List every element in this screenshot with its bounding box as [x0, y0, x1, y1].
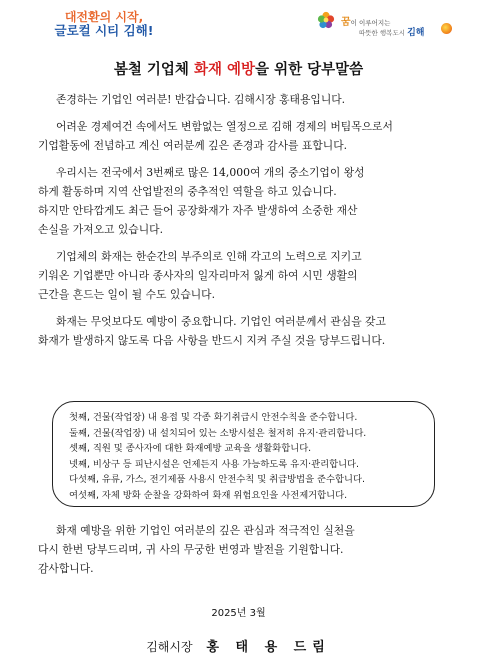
letter-date: 2025년 3월 [211, 608, 266, 619]
city-slogan-line-2: 따뜻한 행복도시 김해 [359, 28, 425, 38]
signature-name: 홍 태 용 드림 [206, 640, 331, 655]
page-title: 봄철 기업체 화재 예방을 위한 당부말씀 [113, 62, 364, 78]
slogan-logo [34, 10, 174, 38]
safety-checklist [53, 402, 434, 504]
signature-role: 김해시장 [146, 640, 193, 654]
title-highlight: 화재 예방 [193, 62, 256, 78]
slogan-line-2: 글로컬 시티 김해! [54, 23, 154, 38]
list-item: 여섯째, 자체 방화 순찰을 강화하여 화재 위험요인을 사전제거합니다. [69, 489, 348, 501]
flower-icon [317, 11, 335, 29]
list-item: 첫째, 건물(작업장) 내 용접 및 각종 화기취급시 안전수칙을 준수합니다. [69, 412, 358, 423]
body-paragraphs [38, 90, 458, 358]
list-item: 셋째, 직원 및 종사자에 대한 화재예방 교육을 생활화합니다. [69, 443, 312, 455]
safety-checklist-box [52, 401, 435, 507]
list-item: 넷째, 비상구 등 피난시설은 언제든지 사용 가능하도록 유지·관리합니다. [69, 458, 359, 470]
paragraph: 기업체의 화재는 한순간의 부주의로 인해 각고의 노력으로 지키고 키워온 기업뿐만 아니라 종사자의 일자리마저 잃게 하여 시민 생활의 근간을 흔드는 일이 될 수도 있습니다. [38, 250, 362, 301]
city-logo [303, 9, 463, 39]
paragraph: 우리시는 전국에서 3번째로 많은 14,000여 개의 중소기업이 왕성 하게 활동하며 지역 산업발전의 중추적인 역할을 하고 있습니다. 하지만 안타깝게도 최근 들어 공장화재가 자주 발생하여 소중한 재산 손실을 가져오고 있습니다. [38, 166, 365, 236]
slogan-line-1: 대전환의 시작, [64, 10, 144, 24]
paragraph: 어려운 경제여건 속에서도 변함없는 열정으로 김해 경제의 버팀목으로서 기업활동에 전념하고 계신 여러분께 깊은 존경과 감사를 표합니다. [38, 120, 393, 152]
signature [0, 636, 477, 655]
closing-paragraph: 화재 예방을 위한 기업인 여러분의 깊은 관심과 적극적인 실천을 다시 한번 당부드리며, 귀 사의 무궁한 번영과 발전을 기원합니다. 감사합니다. [38, 524, 355, 575]
list-item: 다섯째, 유류, 가스, 전기제품 사용시 안전수칙 및 취급방법을 준수합니다. [69, 474, 365, 486]
list-item: 둘째, 건물(작업장) 내 설치되어 있는 소방시설은 철저히 유지·관리합니다. [69, 427, 367, 439]
paragraph: 화재는 무엇보다도 예방이 중요합니다. 기업인 여러분께서 관심을 갖고 화재가 발생하지 않도록 다음 사항을 반드시 지켜 주실 것을 당부드립니다. [38, 315, 386, 347]
sun-icon [441, 23, 452, 34]
paragraph: 존경하는 기업인 여러분! 반갑습니다. 김해시장 홍태용입니다. [56, 93, 346, 106]
city-slogan-line-1: 꿈이 이루어지는 [341, 17, 391, 28]
